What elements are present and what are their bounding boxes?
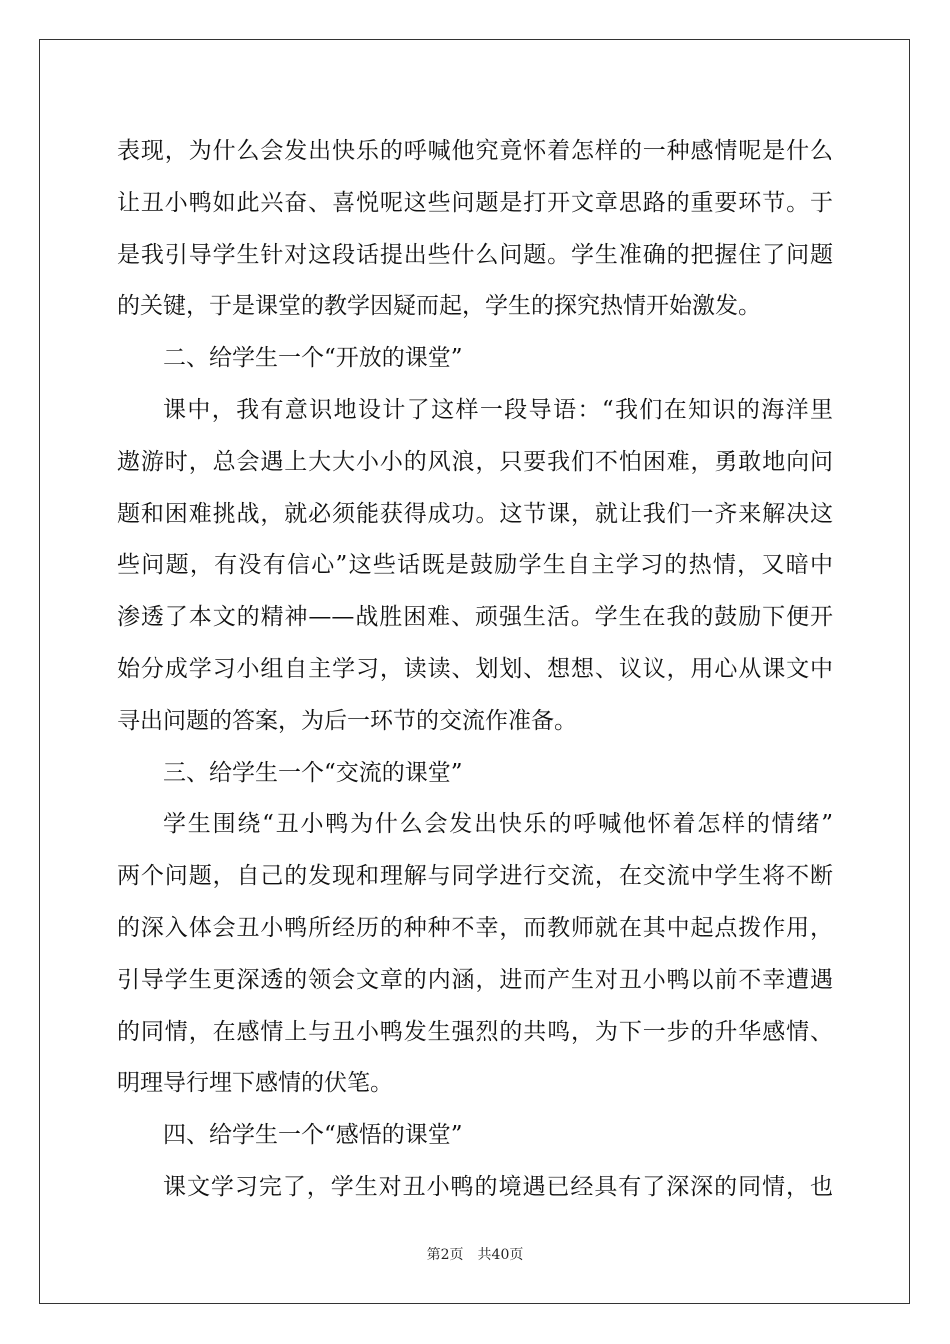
text-line-8: 题和困难挑战，就必须能获得成功。这节课，就让我们一齐来解决这 [117, 500, 833, 527]
text-line-9: 些问题，有没有信心”这些话既是鼓励学生自主学习的热情，又暗中 [117, 552, 833, 579]
document-body [117, 126, 833, 1214]
page-footer [0, 1244, 950, 1264]
text-line-15: 两个问题，自己的发现和理解与同学进行交流，在交流中学生将不断 [117, 863, 833, 890]
page-number: 第2页 [426, 1247, 464, 1263]
text-line-14: 学生围绕“丑小鸭为什么会发出快乐的呼喊他怀着怎样的情绪” [163, 811, 833, 838]
text-line-17: 引导学生更深透的领会文章的内涵，进而产生对丑小鸭以前不幸遭遇 [117, 966, 833, 993]
total-pages: 共40页 [477, 1247, 524, 1263]
text-line-1: 表现，为什么会发出快乐的呼喊他究竟怀着怎样的一种感情呢是什么 [117, 138, 833, 164]
text-line-21: 课文学习完了，学生对丑小鸭的境遇已经具有了深深的同情，也 [163, 1173, 833, 1200]
text-line-16: 的深入体会丑小鸭所经历的种种不幸，而教师就在其中起点拨作用， [117, 914, 833, 941]
text-line-6: 课中，我有意识地设计了这样一段导语：“我们在知识的海洋里 [163, 396, 833, 423]
section-heading-4: 四、给学生一个“感悟的课堂” [163, 1122, 463, 1149]
text-line-4: 的关键，于是课堂的教学因疑而起，学生的探究热情开始激发。 [117, 293, 761, 320]
section-heading-3: 三、给学生一个“交流的课堂” [163, 759, 463, 786]
text-line-19: 明理导行埋下感情的伏笔。 [117, 1070, 393, 1097]
text-line-2: 让丑小鸭如此兴奋、喜悦呢这些问题是打开文章思路的重要环节。于 [117, 189, 833, 216]
text-line-3: 是我引导学生针对这段话提出些什么问题。学生准确的把握住了问题 [117, 241, 833, 268]
text-line-11: 始分成学习小组自主学习，读读、划划、想想、议议，用心从课文中 [117, 655, 833, 682]
text-line-18: 的同情，在感情上与丑小鸭发生强烈的共鸣，为下一步的升华感情、 [117, 1018, 833, 1045]
text-line-7: 遨游时，总会遇上大大小小的风浪，只要我们不怕困难，勇敢地向问 [117, 448, 833, 475]
section-heading-2: 二、给学生一个“开放的课堂” [163, 345, 463, 372]
text-line-12: 寻出问题的答案，为后一环节的交流作准备。 [117, 707, 577, 734]
text-line-10: 渗透了本文的精神——战胜困难、顽强生活。学生在我的鼓励下便开 [117, 604, 833, 631]
